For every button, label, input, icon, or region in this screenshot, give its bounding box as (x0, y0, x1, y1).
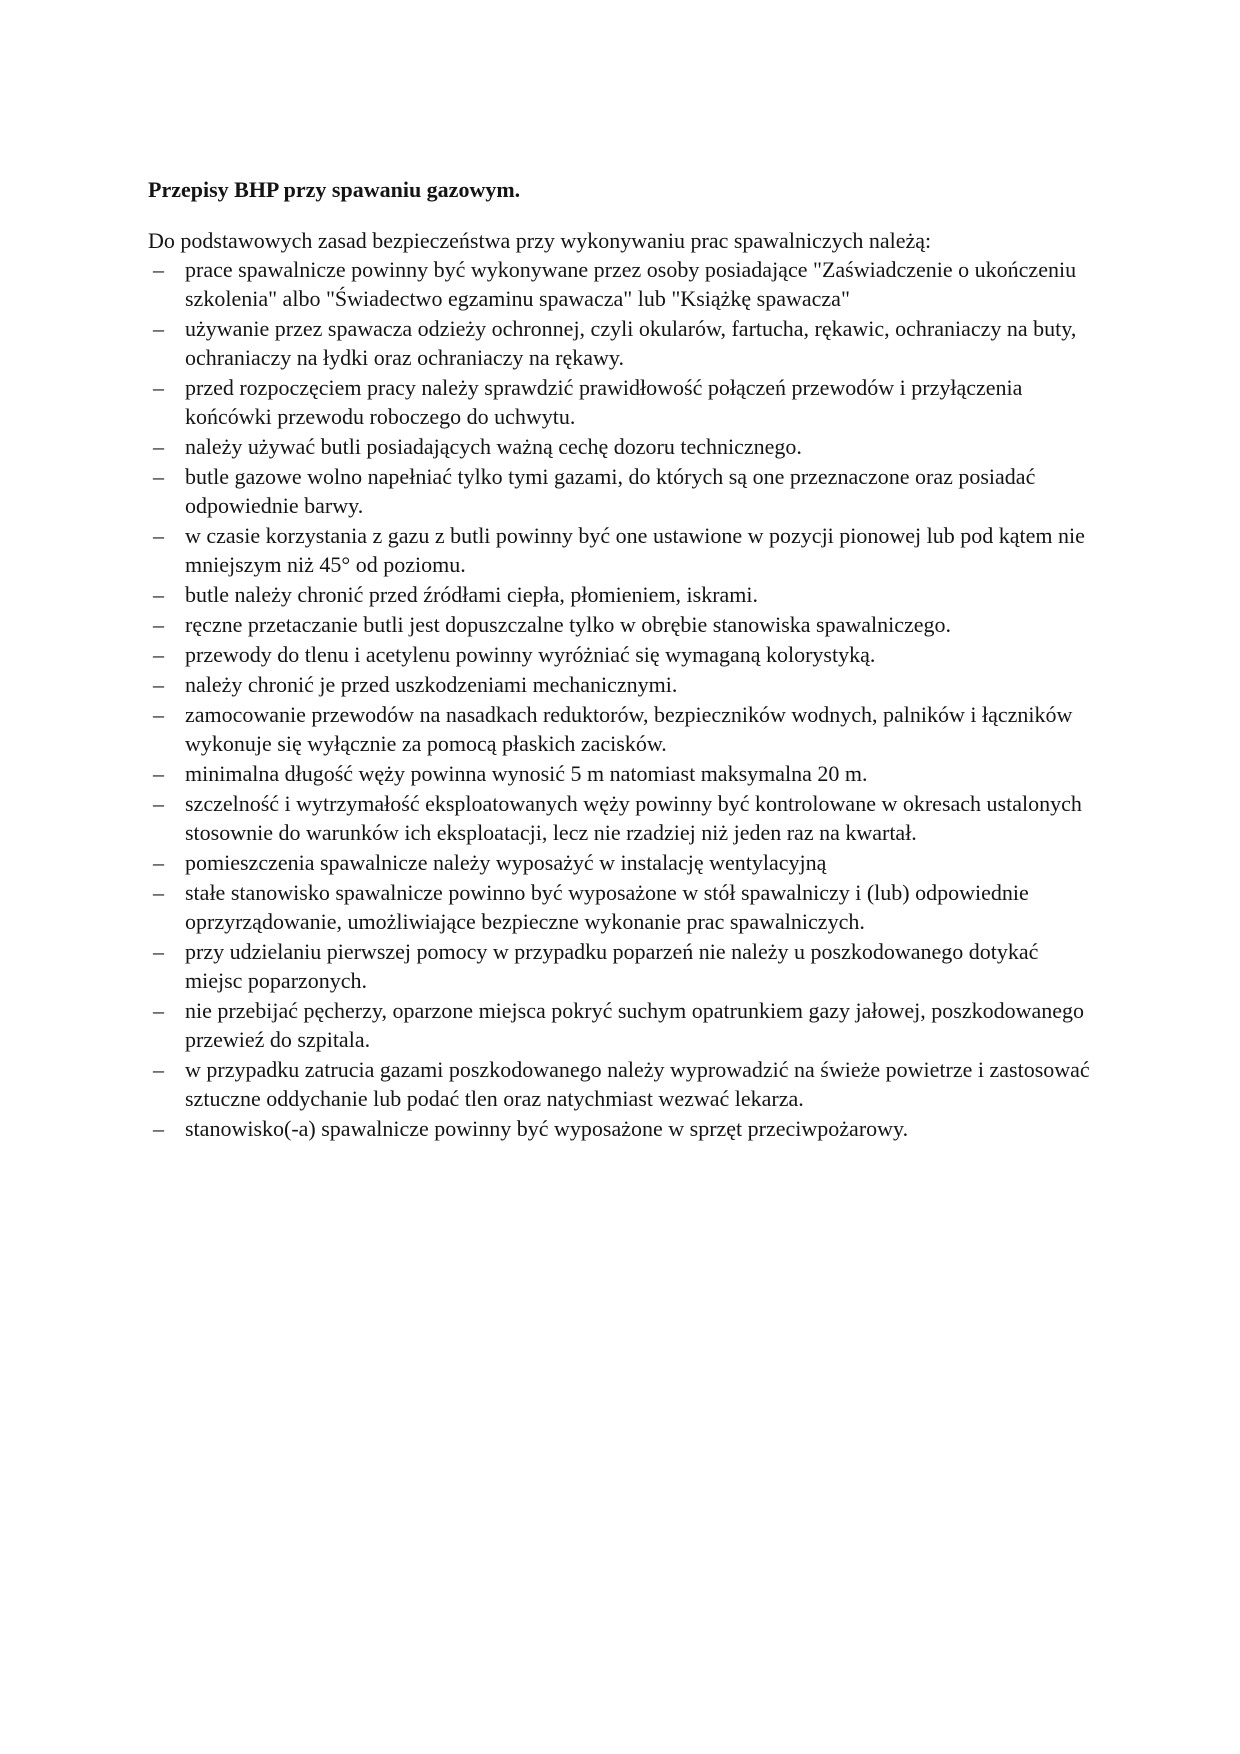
dash-bullet: – (153, 880, 164, 905)
list-item (148, 759, 1098, 788)
dash-bullet: – (153, 1116, 164, 1141)
list-item (148, 878, 1098, 936)
list-item-text: zamocowanie przewodów na nasadkach reduktorów, bezpieczników wodnych, palników i łączników wykonuje się wyłącznie za pomocą płaskich zacisków. (185, 702, 1073, 756)
dash-bullet: – (153, 612, 164, 637)
dash-bullet: – (153, 761, 164, 786)
list-item-text: w przypadku zatrucia gazami poszkodowanego należy wyprowadzić na świeże powietrze i zastosować sztuczne oddychanie lub podać tlen oraz natychmiast wezwać lekarza. (185, 1057, 1090, 1111)
dash-bullet: – (153, 375, 164, 400)
list-item (148, 432, 1098, 461)
dash-bullet: – (153, 316, 164, 341)
list-item (148, 610, 1098, 639)
list-item-text: butle należy chronić przed źródłami ciepła, płomieniem, iskrami. (185, 582, 759, 607)
list-item-text: używanie przez spawacza odzieży ochronnej, czyli okularów, fartucha, rękawic, ochraniaczy na buty, ochraniaczy na łydki oraz ochraniaczy na rękawy. (185, 316, 1077, 370)
list-item (148, 1055, 1098, 1113)
dash-bullet: – (153, 257, 164, 282)
list-item-text: nie przebijać pęcherzy, oparzone miejsca pokryć suchym opatrunkiem gazy jałowej, poszkodowanego przewieź do szpitala. (185, 998, 1085, 1052)
list-item-text: przewody do tlenu i acetylenu powinny wyróżniać się wymaganą kolorystyką. (185, 642, 876, 667)
dash-bullet: – (153, 523, 164, 548)
list-item (148, 255, 1098, 313)
list-item (148, 789, 1098, 847)
document-content (148, 176, 1098, 1144)
list-item (148, 521, 1098, 579)
list-item-text: pomieszczenia spawalnicze należy wyposażyć w instalację wentylacyjną (185, 850, 827, 875)
list-item (148, 580, 1098, 609)
dash-bullet: – (153, 582, 164, 607)
list-item (148, 314, 1098, 372)
list-item-text: butle gazowe wolno napełniać tylko tymi gazami, do których są one przeznaczone oraz posiadać odpowiednie barwy. (185, 464, 1036, 518)
dash-bullet: – (153, 464, 164, 489)
list-item-text: przy udzielaniu pierwszej pomocy w przypadku poparzeń nie należy u poszkodowanego dotykać miejsc poparzonych. (185, 939, 1039, 993)
list-item-text: ręczne przetaczanie butli jest dopuszczalne tylko w obrębie stanowiska spawalniczego. (185, 612, 952, 637)
safety-rules-list (148, 255, 1098, 1143)
list-item (148, 996, 1098, 1054)
list-item-text: stałe stanowisko spawalnicze powinno być wyposażone w stół spawalniczy i (lub) odpowiednie oprzyrządowanie, umożliwiające bezpieczne wykonanie prac spawalniczych. (185, 880, 1029, 934)
list-item (148, 1114, 1098, 1143)
dash-bullet: – (153, 850, 164, 875)
dash-bullet: – (153, 1057, 164, 1082)
dash-bullet: – (153, 939, 164, 964)
list-item-text: minimalna długość węży powinna wynosić 5 m natomiast maksymalna 20 m. (185, 761, 868, 786)
list-item (148, 700, 1098, 758)
list-item-text: należy chronić je przed uszkodzeniami mechanicznymi. (185, 672, 678, 697)
list-item (148, 937, 1098, 995)
list-item-text: w czasie korzystania z gazu z butli powinny być one ustawione w pozycji pionowej lub pod kątem nie mniejszym niż 45° od poziomu. (185, 523, 1085, 577)
list-item (148, 462, 1098, 520)
list-item-text: przed rozpoczęciem pracy należy sprawdzić prawidłowość połączeń przewodów i przyłączenia końcówki przewodu roboczego do uchwytu. (185, 375, 1023, 429)
dash-bullet: – (153, 998, 164, 1023)
list-item (148, 373, 1098, 431)
list-item-text: szczelność i wytrzymałość eksploatowanych węży powinny być kontrolowane w okresach ustalonych stosownie do warunków ich eksploatacji, lecz nie rzadziej niż jeden raz na kwartał. (185, 791, 1082, 845)
dash-bullet: – (153, 642, 164, 667)
list-item-text: należy używać butli posiadających ważną cechę dozoru technicznego. (185, 434, 802, 459)
list-item (148, 670, 1098, 699)
dash-bullet: – (153, 672, 164, 697)
list-item-text: prace spawalnicze powinny być wykonywane przez osoby posiadające "Zaświadczenie o ukończeniu szkolenia" albo "Świadectwo egzaminu spawacza" lub "Książkę spawacza" (185, 257, 1077, 311)
intro-paragraph: Do podstawowych zasad bezpieczeństwa przy wykonywaniu prac spawalniczych należą: (148, 228, 932, 253)
list-item (148, 848, 1098, 877)
dash-bullet: – (153, 434, 164, 459)
list-item (148, 640, 1098, 669)
dash-bullet: – (153, 791, 164, 816)
list-item-text: stanowisko(-a) spawalnicze powinny być wyposażone w sprzęt przeciwpożarowy. (185, 1116, 909, 1141)
document-title: Przepisy BHP przy spawaniu gazowym. (148, 177, 521, 202)
dash-bullet: – (153, 702, 164, 727)
